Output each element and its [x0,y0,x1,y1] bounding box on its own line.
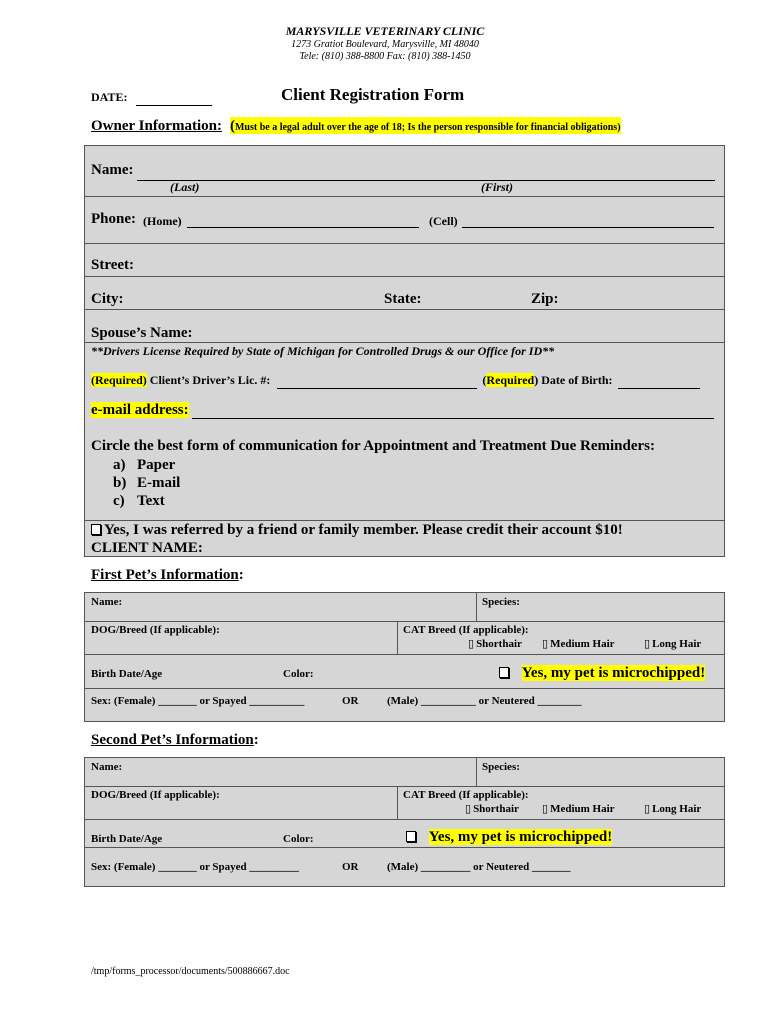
name-row [85,146,724,196]
comm-option-text[interactable]: c) Text [113,493,165,509]
email-row [91,402,189,419]
first-label: (First) [481,180,514,194]
name-field[interactable] [137,164,715,181]
pet2-dog-breed-label: DOG/Breed (If applicable): [91,789,220,801]
phone-label: Phone: [91,211,136,227]
spouse-label: Spouse’s Name: [91,325,193,341]
pet1-sex-female: Sex: (Female) _______ or Spayed __________ [91,695,305,707]
pet1-box [84,592,725,722]
pet2-sex-male: (Male) _________ or Neutered _______ [387,861,571,873]
home-phone-field[interactable] [187,211,419,228]
license-label: Client’s Driver’s Lic. #: [149,373,271,387]
comm-option-email[interactable]: b) E-mail [113,475,181,491]
required-badge: (Required) [91,373,147,387]
license-field[interactable] [277,373,477,389]
pet1-shorthair-option[interactable]: ▯ Shorthair [468,638,522,650]
owner-heading-row [91,117,621,135]
pet1-color-label: Color: [283,668,314,680]
zip-label: Zip: [531,291,559,307]
pet2-or-label: OR [342,861,359,873]
pet1-heading-row: First Pet’s Information: [91,567,244,583]
dob-field[interactable] [618,373,700,389]
checkbox-icon: ▯ [465,803,472,815]
checkbox-icon: ▯ [644,803,651,815]
pet2-box [84,757,725,887]
date-label: DATE: [91,90,128,104]
last-label: (Last) [170,180,200,194]
pet2-microchip-label: Yes, my pet is microchipped! [428,829,613,845]
email-field[interactable] [192,402,714,419]
pet2-birth-label: Birth Date/Age [91,833,163,845]
pet2-breed-row [85,786,724,820]
date-row [91,90,212,106]
checkbox-icon: ▯ [542,803,549,815]
pet2-heading-row: Second Pet’s Information: [91,732,259,748]
pet1-or-label: OR [342,695,359,707]
pet1-cat-breed-label: CAT Breed (If applicable): [403,624,529,636]
phone-row [85,196,724,244]
street-row [85,243,724,277]
pet1-birth-label: Birth Date/Age [91,668,163,680]
pet2-name-row [85,758,724,786]
referral-row [85,520,724,559]
street-label: Street: [91,257,135,273]
email-label: e-mail address: [91,402,189,418]
pet1-medium-hair-option[interactable]: ▯ Medium Hair [542,638,615,650]
pet1-name-label: Name: [91,596,123,608]
pet1-dog-breed-label: DOG/Breed (If applicable): [91,624,220,636]
pet2-microchip-row [406,829,612,846]
pet2-sex-female: Sex: (Female) _______ or Spayed _________ [91,861,299,873]
comm-heading: Circle the best form of communication for Appointment and Treatment Due Reminders: [91,438,655,454]
pet1-heading: First Pet’s Information [91,567,239,583]
referral-text: Yes, I was referred by a friend or family member. Please credit their account $10! [104,522,623,538]
form-title: Client Registration Form [281,85,465,104]
referral-checkbox[interactable] [91,524,101,535]
license-section [85,342,724,521]
pet2-medium-hair-option[interactable]: ▯ Medium Hair [542,803,615,815]
dob-required: (Required) [482,373,539,387]
footer-path: /tmp/forms_processor/documents/500886667.doc [91,966,290,977]
pet2-birth-row [85,819,724,848]
dob-label: Date of Birth: [541,373,613,387]
owner-note-highlight [230,117,621,134]
pet1-microchip-checkbox[interactable] [499,667,509,678]
pet1-microchip-label: Yes, my pet is microchipped! [521,665,706,681]
state-label: State: [384,291,422,307]
owner-note: Must be a legal adult over the age of 18; Is the person responsible for financial obligations) [234,122,621,133]
license-row [91,373,700,389]
pet1-breed-row [85,621,724,655]
pet1-microchip-row [499,665,705,682]
home-label: (Home) [143,214,182,228]
pet1-sex-male: (Male) __________ or Neutered ________ [387,695,582,707]
owner-box [84,145,725,557]
checkbox-icon: ▯ [644,638,651,650]
pet2-species-label: Species: [482,761,520,773]
owner-heading: Owner Information: [91,118,222,134]
pet1-species-label: Species: [482,596,520,608]
name-label: Name: [91,162,134,178]
clinic-address: 1273 Gratiot Boulevard, Marysville, MI 48040 [291,39,479,50]
client-name-label: CLIENT NAME: [91,540,203,556]
pet2-sex-row [85,847,724,889]
date-field[interactable] [136,90,212,106]
checkbox-icon: ▯ [542,638,549,650]
pet2-long-hair-option[interactable]: ▯ Long Hair [644,803,702,815]
comm-options [113,456,180,510]
cell-label: (Cell) [429,214,458,228]
pet1-birth-row [85,654,724,689]
pet1-long-hair-option[interactable]: ▯ Long Hair [644,638,702,650]
comm-option-paper[interactable]: a) Paper [113,457,176,473]
checkbox-icon: ▯ [468,638,475,650]
owner-note-paren: ( [229,118,235,134]
pet2-shorthair-option[interactable]: ▯ Shorthair [465,803,519,815]
pet2-heading: Second Pet’s Information [91,732,254,748]
city-label: City: [91,291,124,307]
cell-phone-field[interactable] [462,211,714,228]
pet2-color-label: Color: [283,833,314,845]
pet1-name-row [85,593,724,621]
pet1-sex-row [85,688,724,724]
city-row [85,276,724,310]
pet2-cat-breed-label: CAT Breed (If applicable): [403,789,529,801]
referral-line [91,522,623,539]
pet2-name-label: Name: [91,761,123,773]
clinic-name: MARYSVILLE VETERINARY CLINIC [285,24,485,38]
license-note: **Drivers License Required by State of Michigan for Controlled Drugs & our Office for ID** [91,344,555,358]
clinic-phone: Tele: (810) 388-8800 Fax: (810) 388-1450 [299,51,471,62]
pet2-microchip-checkbox[interactable] [406,831,416,842]
spouse-row [85,309,724,343]
